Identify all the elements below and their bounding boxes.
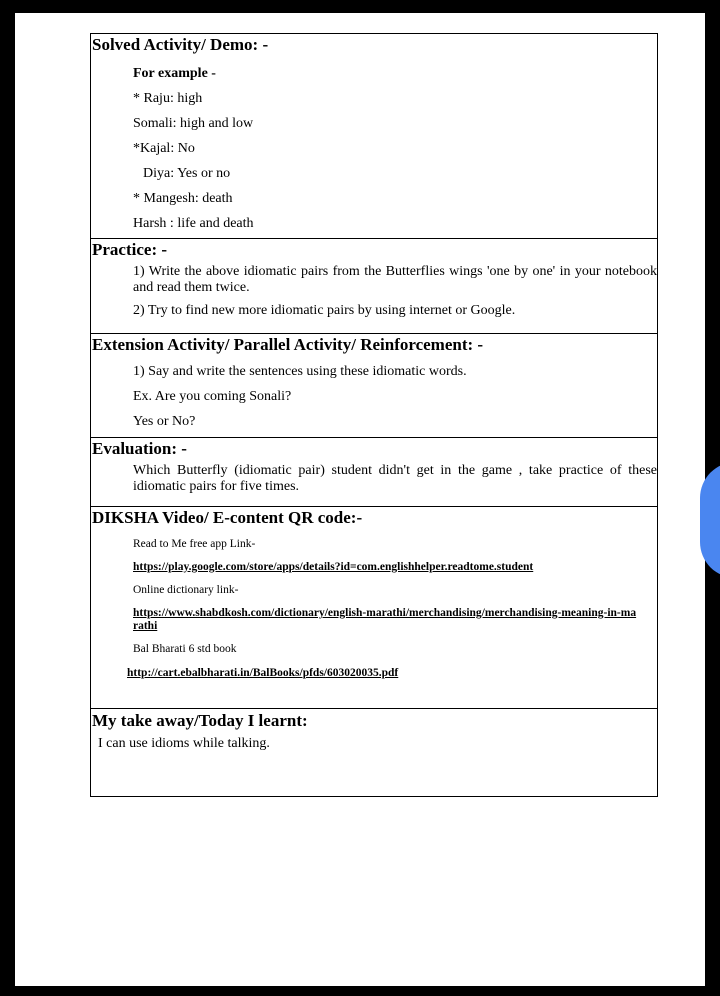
lesson-table: [90, 33, 658, 797]
extension-section: [91, 334, 657, 438]
example-line: Diya: Yes or no: [143, 166, 231, 181]
textbook-link[interactable]: http://cart.ebalbharati.in/BalBooks/pfds/603020035.pdf: [127, 667, 399, 679]
textbook-label: Bal Bharati 6 std book: [133, 643, 237, 655]
diksha-heading: DIKSHA Video/ E-content QR code:-: [92, 508, 363, 527]
takeaway-section: [91, 709, 657, 797]
example-line: Harsh : life and death: [133, 216, 254, 231]
example-label: For example -: [133, 66, 216, 81]
diksha-section: [91, 507, 657, 709]
dictionary-label: Online dictionary link-: [133, 584, 239, 596]
evaluation-section: [91, 438, 657, 507]
extension-heading: Extension Activity/ Parallel Activity/ Reinforcement: -: [92, 335, 484, 354]
example-line: * Raju: high: [133, 91, 203, 106]
evaluation-text: Which Butterfly (idiomatic pair) student didn't get in the game , take practice of these idiomatic pairs for five times.: [133, 463, 657, 494]
evaluation-heading: Evaluation: -: [92, 439, 187, 458]
solved-activity-section: [91, 34, 657, 239]
dictionary-link[interactable]: https://www.shabdkosh.com/dictionary/english-marathi/merchandising/merchandising-meaning-in-marathi: [133, 607, 637, 632]
takeaway-heading: My take away/Today I learnt:: [92, 711, 308, 730]
practice-item: 2) Try to find new more idiomatic pairs by using internet or Google.: [133, 303, 516, 318]
practice-item: 1) Write the above idiomatic pairs from the Butterflies wings 'one by one' in your notebook and read them twice.: [133, 264, 657, 295]
extension-line: Yes or No?: [133, 414, 196, 429]
read-app-label: Read to Me free app Link-: [133, 538, 256, 550]
takeaway-text: I can use idioms while talking.: [98, 736, 270, 751]
extension-line: 1) Say and write the sentences using these idiomatic words.: [133, 364, 467, 379]
read-app-link[interactable]: https://play.google.com/store/apps/details?id=com.englishhelper.readtome.student: [133, 561, 534, 573]
practice-section: [91, 239, 657, 334]
example-line: *Kajal: No: [133, 141, 195, 156]
solved-activity-heading: Solved Activity/ Demo: -: [92, 35, 269, 54]
extension-line: Ex. Are you coming Sonali?: [133, 389, 292, 404]
example-line: * Mangesh: death: [133, 191, 233, 206]
example-line: Somali: high and low: [133, 116, 254, 131]
practice-heading: Practice: -: [92, 240, 168, 259]
